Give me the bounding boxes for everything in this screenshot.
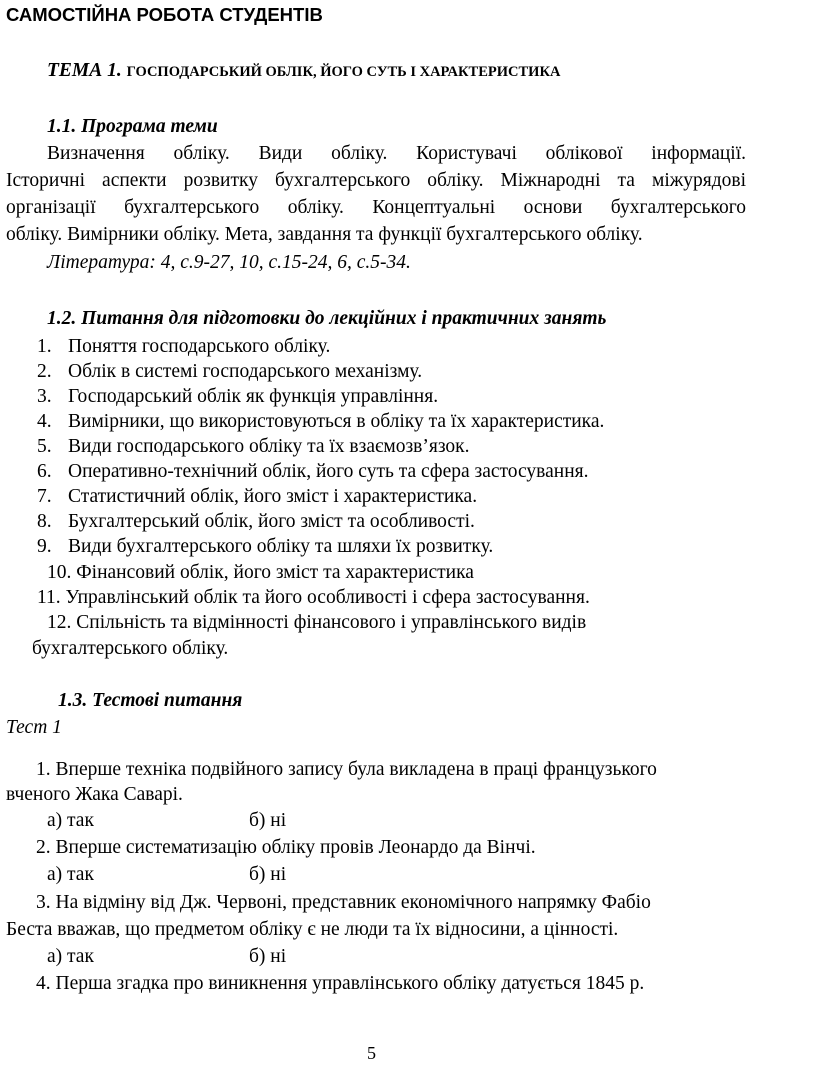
answer-options [47,944,347,970]
option-b: б) ні [249,810,287,831]
question-item: 2. Облік в системі господарського механізму. [37,361,423,382]
question-item: 8. Бухгалтерський облік, його зміст та особливості. [37,511,475,532]
question-item-continuation: бухгалтерського обліку. [32,638,229,659]
option-a: а) так [47,946,94,967]
question-item: 7. Статистичний облік, його зміст і характеристика. [37,486,478,507]
test-question: 1. Вперше техніка подвійного запису була викладена в праці французького [36,759,657,780]
option-a: а) так [47,810,94,831]
section-1-1-line: Визначення обліку. Види обліку. Користувачі облікової інформації. [47,143,746,164]
option-b: б) ні [249,864,287,885]
test-question: 4. Перша згадка про виникнення управлінського обліку датується 1845 р. [36,973,645,994]
question-item: 10. Фінансовий облік, його зміст та характеристика [47,562,474,583]
literature-reference: Література: 4, с.9-27, 10, с.15-24, 6, с.5-34. [47,252,411,273]
option-a: а) так [47,864,94,885]
theme-heading [47,58,560,85]
question-item: 1. Поняття господарського обліку. [37,336,331,357]
theme-prefix: ТЕМА 1. [47,60,122,81]
section-1-1-line: організації бухгалтерського обліку. Концептуальні основи бухгалтерського [6,197,746,218]
test-label: Тест 1 [6,717,62,738]
test-question: 2. Вперше систематизацію обліку провів Леонардо да Вінчі. [36,837,536,858]
answer-options [47,808,347,834]
section-1-1-line: Історичні аспекти розвитку бухгалтерського обліку. Міжнародні та міжурядові [6,170,746,191]
theme-name: ГОСПОДАРСЬКИЙ ОБЛІК, ЙОГО СУТЬ І ХАРАКТЕРИСТИКА [126,64,561,80]
question-item: 12. Спільність та відмінності фінансового і управлінського видів [47,612,587,633]
question-item: 6. Оперативно-технічний облік, його суть та сфера застосування. [37,461,589,482]
question-item: 11. Управлінський облік та його особливості і сфера застосування. [37,587,590,608]
test-question-continuation: вченого Жака Саварі. [6,784,183,805]
question-item: 4. Вимірники, що використовуються в обліку та їх характеристика. [37,411,605,432]
page-title: САМОСТІЙНА РОБОТА СТУДЕНТІВ [6,4,323,25]
test-question: 3. На відміну від Дж. Червоні, представник економічного напрямку Фабіо [36,892,651,913]
question-item: 9. Види бухгалтерського обліку та шляхи їх розвитку. [37,536,494,557]
question-item: 3. Господарський облік як функція управління. [37,386,439,407]
question-item: 5. Види господарського обліку та їх взаємозв’язок. [37,436,470,457]
page-number: 5 [367,1043,376,1063]
section-1-2-heading: 1.2. Питання для підготовки до лекційних і практичних занять [47,308,607,329]
test-question-continuation: Беста вважав, що предметом обліку є не люди та їх відносини, а цінності. [6,919,619,940]
section-1-1-line: обліку. Вимірники обліку. Мета, завдання та функції бухгалтерського обліку. [6,224,643,245]
section-1-3-heading: 1.3. Тестові питання [58,690,243,711]
answer-options [47,862,347,888]
option-b: б) ні [249,946,287,967]
section-1-1-heading: 1.1. Програма теми [47,116,218,137]
